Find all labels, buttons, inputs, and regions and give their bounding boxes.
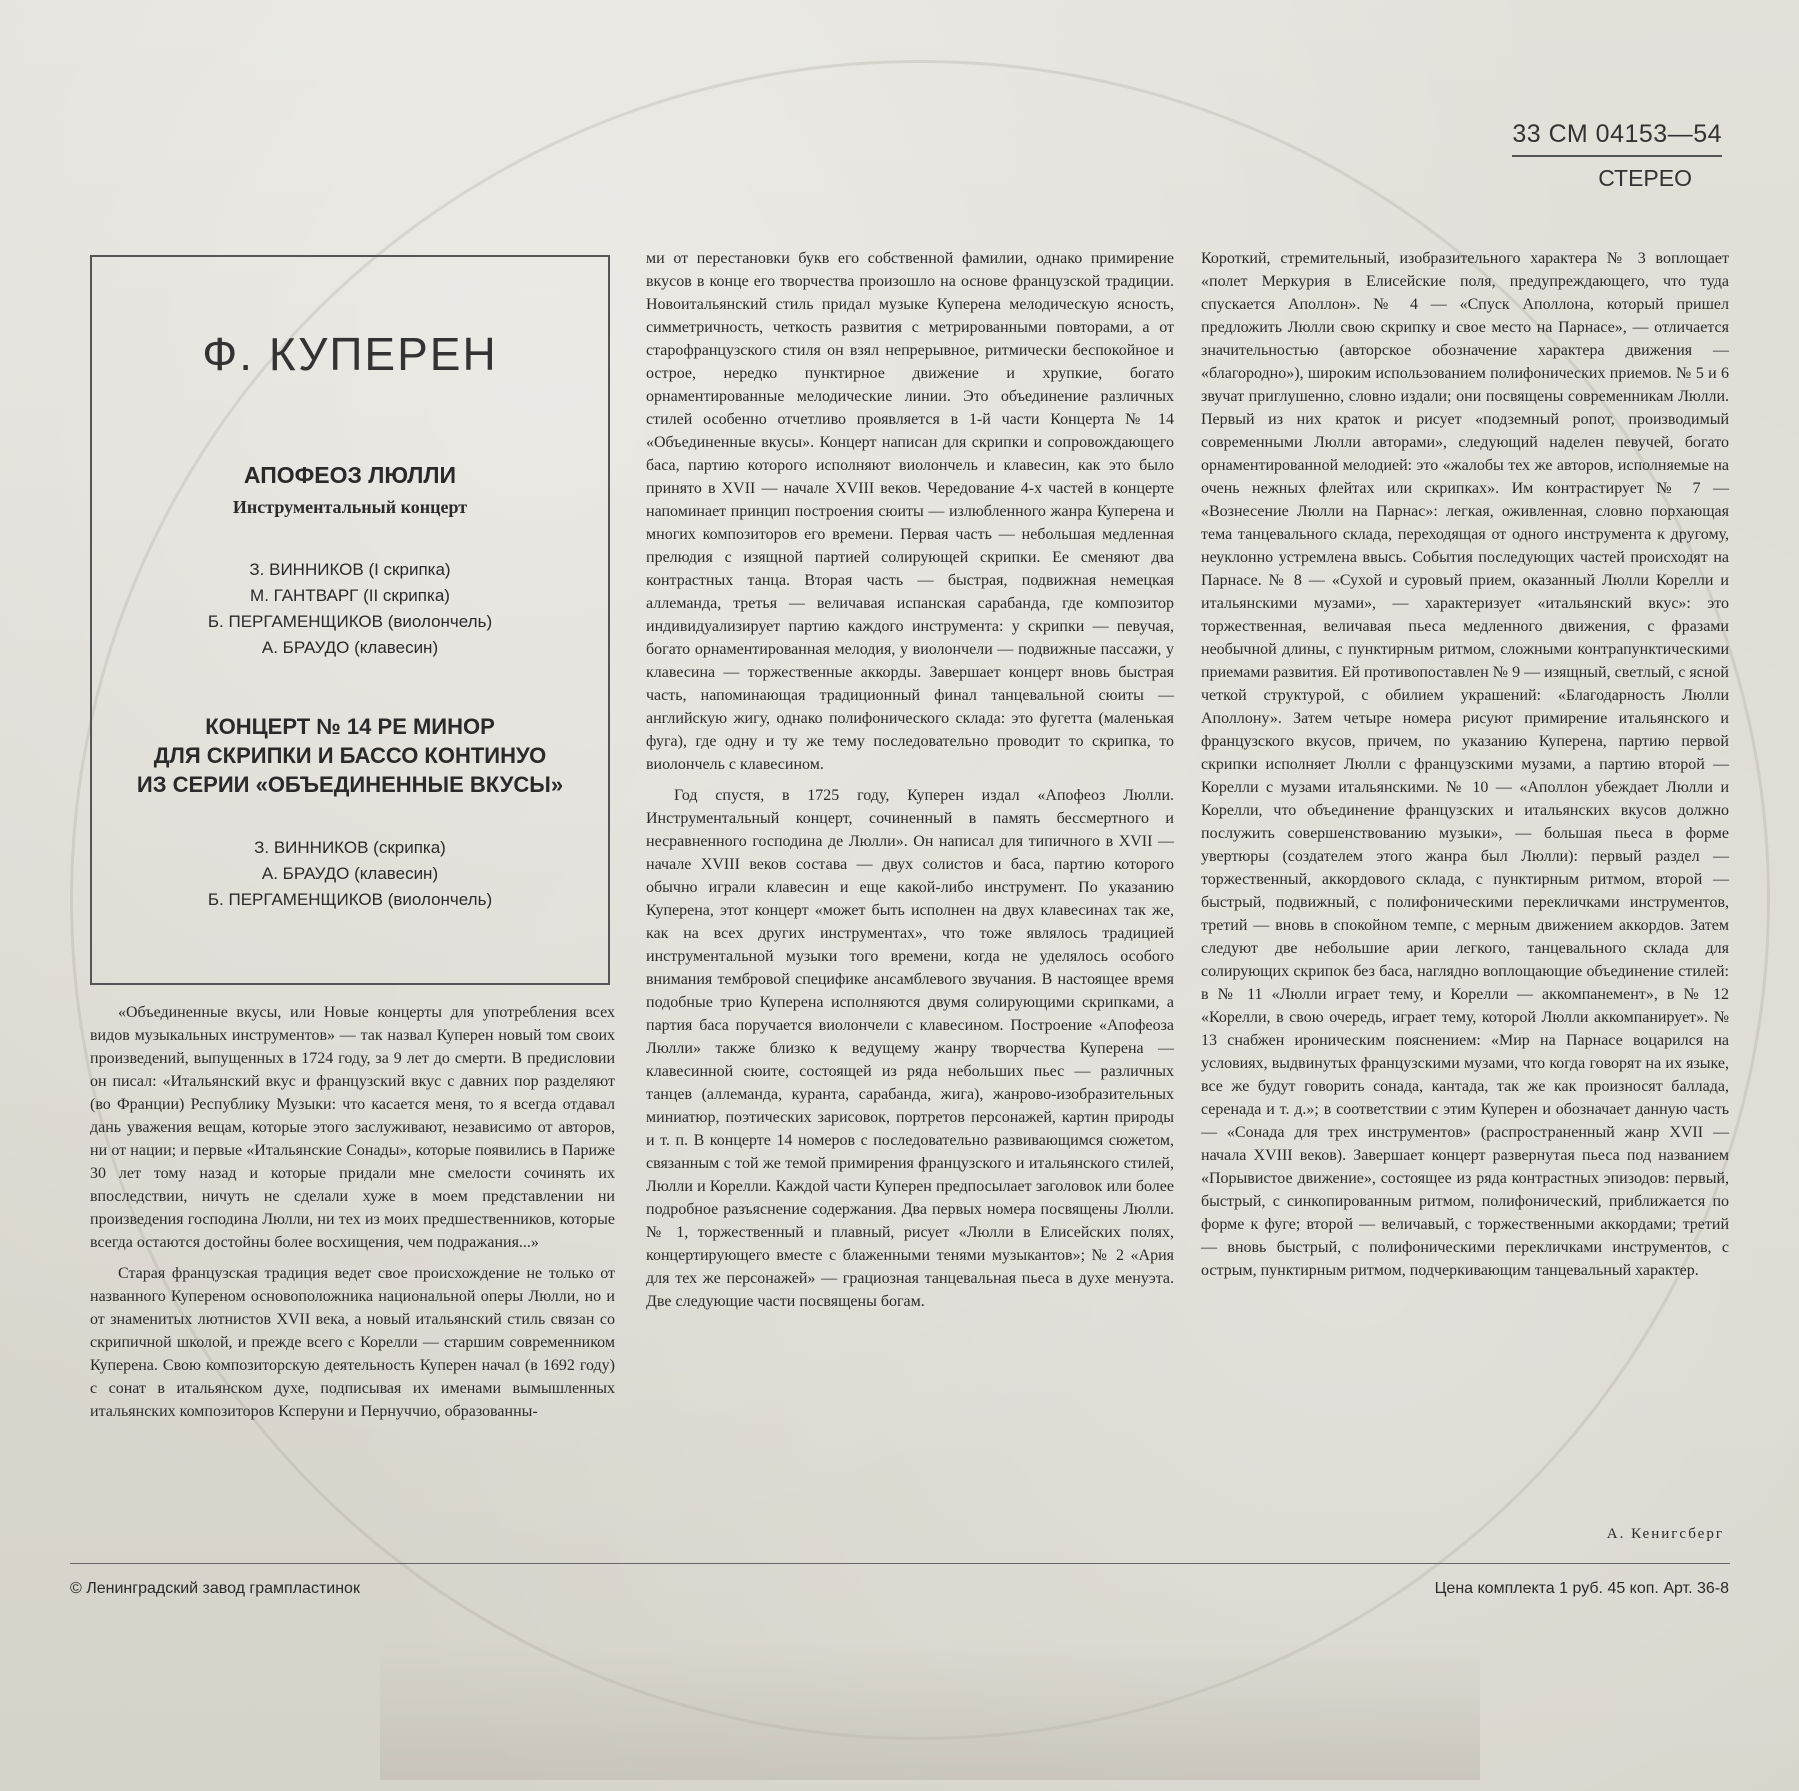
- work1-subtitle: Инструментальный концерт: [232, 497, 468, 517]
- performer-line: А. БРАУДО (клавесин): [261, 864, 439, 883]
- catalog-block: [1512, 120, 1722, 192]
- publisher-credit: © Ленинградский завод грампластинок: [70, 1580, 360, 1597]
- work2-performers: [92, 835, 608, 913]
- stereo-label: СТЕРЕО: [1598, 165, 1692, 191]
- sleeve-wear: [380, 1640, 1480, 1780]
- notes-column-1: [90, 1001, 615, 1423]
- performer-line: Б. ПЕРГАМЕНЩИКОВ (виолончель): [207, 890, 493, 909]
- work1-performers: [92, 557, 608, 661]
- work2-title-line: ДЛЯ СКРИПКИ И БАССО КОНТИНУО: [153, 743, 547, 768]
- footer-rule: [70, 1563, 1730, 1564]
- work2-title-line: КОНЦЕРТ № 14 РЕ МИНОР: [205, 714, 495, 739]
- notes-paragraph: ми от перестановки букв его собственной фамилии, однако примирение вкусов в конце его творчества произошло на основе французской традиции. Новоитальянский стиль придал музыке Куперена мелодическую ясность, симметричность, четкость развития с метрированными повторами, а от старофранцузского стиля он взял непрерывное, ритмически беспокойное и острое, нередко пунктирное движение и хрупкие, богато орнаментированные мелодические линии. Это объединение различных стилей особенно отчетливо проявляется в 1-й части Концерта № 14 «Объединенные вкусы». Концерт написан для скрипки и сопровождающего баса, партию которого исполняют виолончель и клавесин, как это было принято в XVII — начале XVIII веков. Чередование 4-х частей в концерте напоминает принцип построения сюиты — излюбленного жанра Куперена и многих композиторов его времени. Первая часть — небольшая медленная прелюдия с изящной партией солирующей скрипки. Ее сменяют два контрастных танца. Вторая часть — быстрая, подвижная немецкая аллеманда, третья — величавая испанская сарабанда, где композитор индивидуализирует партию каждого инструмента: у скрипки — певучая, богато орнаментированная мелодия, у виолончели — подвижные пассажи, у клавесина — торжественные аккорды. Завершает концерт вновь быстрая часть, напоминающая традиционный финал танцевальной сюиты — английскую жигу, однако полифонического склада: это фугетта (маленькая фуга), где одну и ту же тему последовательно проводит то скрипка, то виолончель с клавесином.: [646, 250, 1174, 773]
- performer-line: З. ВИННИКОВ (I скрипка): [249, 560, 451, 579]
- work1-title: АПОФЕОЗ ЛЮЛЛИ: [243, 462, 457, 488]
- work2-title: [92, 712, 608, 799]
- composer-name: Ф. КУПЕРЕН: [202, 328, 498, 380]
- notes-paragraph: «Объединенные вкусы, или Новые концерты для употребления всех видов музыкальных инструментов» — так назвал Куперен новый том своих произведений, выпущенных в 1724 году, за 9 лет до смерти. В предисловии он писал: «Итальянский вкус и французский вкус с давних пор разделяют (во Франции) Республику Музыки: что касается меня, то я всегда отдавал дань уважения вещам, которые этого заслуживают, независимо от авторов, ни от нации; и первые «Итальянские Сонады», которые появились в Париже 30 лет тому назад и которые придали мне смелости сочинять их впоследствии, ничуть не сделали хуже в моем представлении ни произведения господина Люлли, ни тех из моих предшественников, которые всегда остаются достойны более восхищения, чем подражания...»: [90, 1004, 615, 1251]
- performer-line: Б. ПЕРГАМЕНЩИКОВ (виолончель): [207, 612, 493, 631]
- title-box: [90, 255, 610, 985]
- work1-heading: [92, 462, 608, 518]
- notes-author: А. Кенигсберг: [1606, 1526, 1724, 1542]
- notes-column-2: [646, 247, 1174, 1313]
- notes-paragraph: Год спустя, в 1725 году, Куперен издал «Апофеоз Люлли. Инструментальный концерт, сочиненный в память бессмертного и несравненного господина де Люлли». Он написал для типичного в XVII — начале XVIII веков состава — двух солистов и баса, партию которого обычно играли клавесин и еще какой-либо инструмент. По указанию Куперена, этот концерт «может быть исполнен на двух клавесинах так же, как на всех других инструментах», что тоже являлось традицией инструментальной музыки того времени, когда не уделялось особого внимания тембровой специфике ансамблевого звучания. В настоящее время подобные трио Куперена исполняются двумя солирующими скрипками, а партия баса поручается виолончели с клавесином. Построение «Апофеоза Люлли» также близко к ведущему жанру творчества Куперена — клавесинной сюите, состоящей из ряда небольших пьес — различных танцев (аллеманда, куранта, сарабанда, жига), жанрово-изобразительных миниатюр, поэтических зарисовок, портретов персонажей, картин природы и т. п. В концерте 14 номеров с последовательно развивающимся сюжетом, связанным с той же темой примирения французского и итальянского стилей, Люлли и Корелли. Каждой части Куперен предпосылает заголовок или более подробное разъяснение содержания. Два первых номера посвящены Люлли. № 1, торжественный и плавный, рисует «Люлли в Елисейских полях, концертирующего вместе с блаженными тенями музыкантов»; № 2 «Ария для тех же персонажей» — грациозная танцевальная пьеса в духе менуэта. Две следующие части посвящены богам.: [646, 787, 1174, 1310]
- notes-paragraph: Короткий, стремительный, изобразительного характера № 3 воплощает «полет Меркурия в Елисейские поля, предупреждающего, что туда спускается Аполлон». № 4 — «Спуск Аполлона, который пришел предложить Люлли свою скрипку и свое место на Парнасе», — отличается значительностью (авторское обозначение характера движения — «благородно»), широким использованием полифонических приемов. № 5 и 6 звучат приглушенно, словно издали; они посвящены современникам Люлли. Первый из них краток и рисует «подземный ропот, производимый современными Люлли авторами», следующий наделен певучей, богато орнаментированной мелодией: это «жалобы тех же авторов, исполняемые на очень нежных флейтах или скрипках». Им контрастирует № 7 — «Вознесение Люлли на Парнас»: легкая, оживленная, словно порхающая тема танцевального склада, переходящая от одного инструмента к другому, неуклонно устремлена ввысь. События последующих частей происходят на Парнасе. № 8 — «Сухой и суровый прием, оказанный Люлли Корелли и итальянскими музами», — характеризует «итальянский вкус»: это торжественная, величавая пьеса медленного движения, с фразами необычной длины, с пунктирным ритмом, сложными контрапунктическими приемами развития. Ей противопоставлен № 9 — изящный, светлый, с ясной четкой структурой, с обилием украшений: «Благодарность Люлли Аполлону». Затем четыре номера рисуют примирение итальянского и французского вкусов, причем, по указанию Куперена, партию первой скрипки исполняет Люлли с французскими музами, а партию второй — Корелли с музами итальянскими. № 10 — «Аполлон убеждает Люлли и Корелли, что объединение французских и итальянских вкусов должно послужить совершенствованию музыки», — большая пьеса в форме увертюры (создателем этого жанра был Люлли): первый раздел — торжественный, аккордового склада, с пунктирным ритмом, второй — быстрый, подвижный, с полифоническими перекличками инструментов, третий — вновь в спокойном темпе, с мерным движением аккордов. Затем следуют две небольшие арии легкого, танцевального склада для солирующих скрипок без баса, наглядно воплощающие объединение стилей: в № 11 «Люлли играет тему, и Корелли — аккомпанемент», в № 12 «Корелли, в свою очередь, играет тему, которой Люлли аккомпанирует». № 13 снабжен ироническим пояснением: «Мир на Парнасе воцарился на условиях, выдвинутых французскими музами, что когда говорят на их языке, все же будут говорить сонада, кантада, так же как произносят баллада, серенада и т. д.»; в соответствии с этим Куперен и обозначает данную часть — «Сонада для трех инструментов» (распространенный жанр XVII — начала XVIII веков). Завершает концерт развернутая пьеса под названием «Порывистое движение», состоящее из ряда контрастных эпизодов: первый, быстрый, с синкопированным ритмом, полифонический, приближается по форме к фуге; второй — величавый, с торжественными аккордами; третий — вновь быстрый, с полифоническими перекличками инструментов, с острым, пунктирным ритмом, подчеркивающим танцевальный характер.: [1201, 250, 1729, 1279]
- performer-line: М. ГАНТВАРГ (II скрипка): [250, 586, 450, 605]
- performer-line: А. БРАУДО (клавесин): [261, 638, 439, 657]
- price-info: Цена комплекта 1 руб. 45 коп. Арт. 36-8: [1434, 1580, 1729, 1597]
- performer-line: З. ВИННИКОВ (скрипка): [254, 838, 446, 857]
- notes-paragraph: Старая французская традиция ведет свое происхождение не только от названного Купереном основоположника национальной оперы Люлли, но и от знаменитых лютнистов XVII века, а новый итальянский стиль связан со скрипичной школой, и прежде всего с Корелли — старшим современником Куперена. Свою композиторскую деятельность Куперен начал (в 1692 году) с сонат в итальянском духе, подписывая их именами вымышленных итальянских композиторов Ксперуни и Пернуччио, образованны-: [90, 1265, 615, 1420]
- work2-title-line: ИЗ СЕРИИ «ОБЪЕДИНЕННЫЕ ВКУСЫ»: [136, 772, 564, 797]
- catalog-number: 33 СМ 04153—54: [1512, 120, 1722, 157]
- notes-column-3: [1201, 247, 1729, 1282]
